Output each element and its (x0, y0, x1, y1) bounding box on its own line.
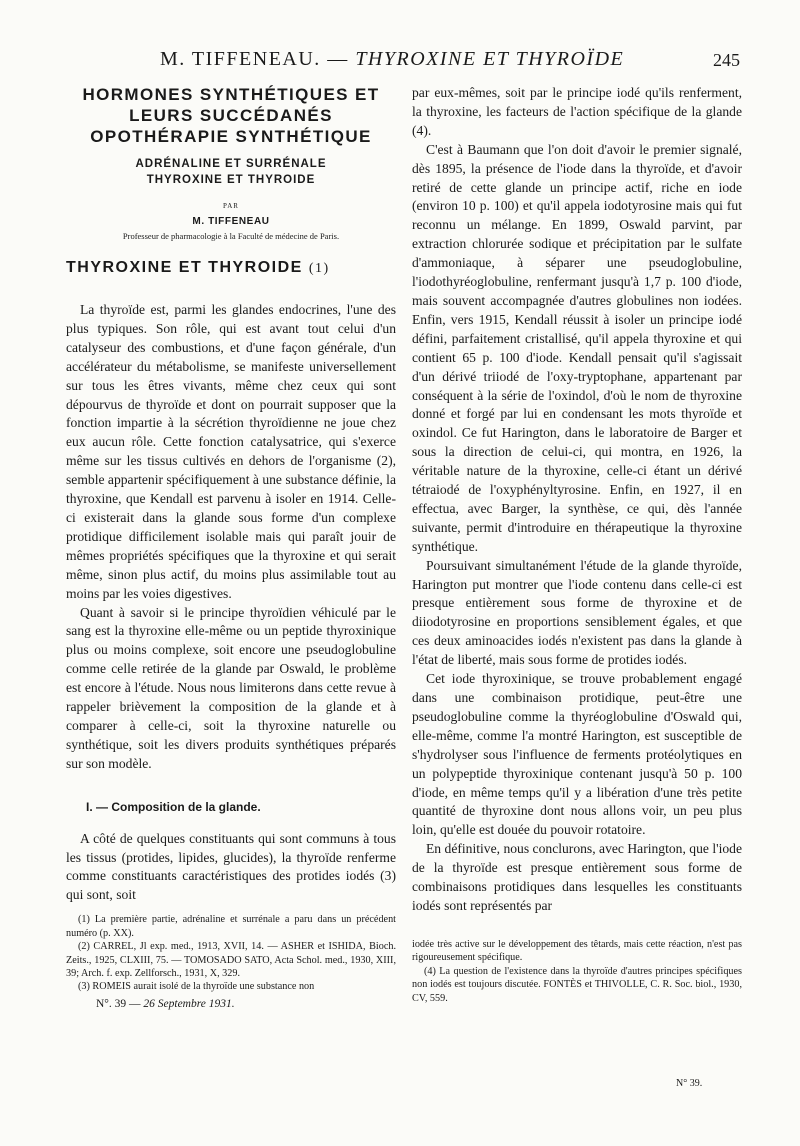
footnote: (4) La question de l'existence dans la thyroïde d'autres principes spécifiques non iodés est toujours discutée. FONTÈS et THIVOLLE, C. R. Soc. biol., 1930, CV, 559. (412, 965, 742, 1004)
footnote: (3) ROMEIS aurait isolé de la thyroïde une substance non (78, 981, 315, 993)
right-column (412, 84, 742, 1005)
author-name: M. TIFFENEAU (192, 216, 270, 227)
issue-date: 26 Septembre 1931. (143, 997, 235, 1010)
running-head-article: THYROXINE ET THYROÏDE (355, 48, 625, 70)
section-title-text: THYROXINE ET THYROIDE (66, 259, 303, 276)
footnote: (2) CARREL, Jl exp. med., 1913, XVII, 14. — ASHER et ISHIDA, Bioch. Zeits., 1925, CLXIII, 75. — TOMOSADO SATO, Acta Schol. med., 1930, XIII, 39; Arch. f. exp. Zellforsch., 1931, X, 329. (66, 941, 396, 979)
section-footnote-mark: (1) (308, 261, 330, 276)
paragraph: Poursuivant simultanément l'étude de la glande thyroïde, Harington put montrer que l'iode contenu dans celle-ci est presque entièrement sous forme de thyroxine et de diiodotyrosine en proportions sensiblement égales, et que ces deux aminoacides iodés n'existent pas dans la glande à l'état de liberté, mais sous forme de protides iodés. (412, 557, 742, 668)
paragraph: La thyroïde est, parmi les glandes endocrines, l'une des plus typiques. Son rôle, qui est avant tout celui d'un catalyseur des combustions, et d'une façon générale, d'un accélérateur du métabolisme, se manifeste universellement sur tous les êtres vivants, même chez ceux qui sont dépourvus de thyroïde et dont on pourrait supposer que la fonction impartie à la sécrétion thyroïdienne ne joue chez eux aucun rôle. Cette fonction catalysatrice, qui s'exerce même sur les tissus cultivés en dehors de l'organisme (2), semble appartenir spécifiquement à une substance définie, la thyroxine, que Kendall est parvenu à isoler en 1914. Celle-ci existerait dans la glande sous forme d'un complexe protidique difficilement isolable mais qui paraît jouir de mêmes propriétés spécifiques que la thyroxine et qui serait même, sinon plus actif, du moins plus assimilable tout au moins par les voies digestives. (66, 302, 396, 601)
paragraph: C'est à Baumann que l'on doit d'avoir le premier signalé, dès 1895, la présence de l'iode dans la thyroïde, et d'avoir retiré de cette glande un principe actif, riche en iode (environ 10 p. 100) et qu'il appela iodotyrosine mais qui fut reconnu un mélange. En 1899, Oswald parvint, par extraction chlorurée sodique et précipitation par le sulfate d'ammoniaque, à séparer une pseudoglobuline, l'iodothyréoglobuline, renfermant jusqu'à 1,7 p. 100 d'iode, mais souvent accompagnée d'autres globulines non iodées. Enfin, vers 1915, Kendall réussit à isoler un principe iodé défini, parfaitement cristallisé, qu'il appela thyroxine et qui contient 65 p. 100 d'iode. Kendall pensait qu'il s'agissait d'un dérivé triiodé de l'oxy-tryptophane, appartenant par conséquent à la série de l'oxindol, d'où le nom de thyroxine donné et forgé par lui en condensant les mots thyroïde et oxindol. Ce fut Harington, dans le laboratoire de Barger et sous la direction de celui-ci, qui montra, en 1926, la véritable nature de la thyroxine, celle-ci étant un dérivé tétraiodé de l'oxyphényltyrosine. Enfin, en 1927, il en effectua, avec Barger, la synthèse, ce qui, dès l'année suivante, permit d'introduire en thérapeutique la thyroxine synthétique. (412, 141, 742, 554)
article-subtitle-1: ADRÉNALINE ET SURRÉNALE (135, 158, 327, 170)
byline-par: PAR (223, 202, 239, 210)
running-head-title (160, 48, 624, 71)
issue-number-right: N° 39. (676, 1078, 703, 1089)
issue-info (96, 998, 396, 1010)
section-title (66, 259, 396, 277)
paragraph: En définitive, nous conclurons, avec Harington, que l'iode de la thyroïde est presque entièrement sous forme de combinaisons protidiques dans lesquelles les constituants iodés sont représentés par (412, 841, 742, 913)
running-head-author: M. TIFFENEAU. — (160, 48, 349, 70)
page-number: 245 (713, 50, 740, 70)
running-head (60, 48, 740, 76)
footnote: iodée très active sur le développement des têtards, mais cette réaction, n'est pas rigoureusement spécifique. (412, 938, 742, 964)
article-subtitle-2: THYROXINE ET THYROIDE (146, 174, 316, 186)
paragraph: Quant à savoir si le principe thyroïdien véhiculé par le sang est la thyroxine elle-même ou un peptide thyroxinique plus ou moins complexe, soit encore une pseudoglobuline comme celle retirée de la glande par Oswald, le problème est encore à l'étude. Nous nous limiterons dans cette revue à rappeler brièvement la composition de la glande et à comparer à celle-ci, soit la thyroxine naturelle ou synthétique, soit les divers produits synthétiques préparés sur son modèle. (66, 604, 396, 771)
paragraph: Cet iode thyroxinique, se trouve probablement engagé dans une combinaison protidique, peut-être une pseudoglobuline comme la thyréoglobuline d'Oswald qui, elle-même, comme l'a montré Harington, est susceptible de s'hydrolyser sous l'influence de ferments protéolytiques en un polypeptide thyroxinique contenant jusqu'à 50 p. 100 d'iode, en même temps qu'il y a libération d'une très petite quantité de thyroxine dont nous allons voir, un peu plus loin, qu'elle est douée du pouvoir rotatoire. (412, 671, 742, 838)
subsection-heading: I. — Composition de la glande. (86, 799, 261, 814)
article-main-title: HORMONES SYNTHÉTIQUES ET LEURS SUCCÉDANÉS OPOTHÉRAPIE SYNTHÉTIQUE (82, 85, 380, 146)
footnote: (1) La première partie, adrénaline et surrénale a paru dans un précédent numéro (p. XX). (66, 914, 396, 939)
issue-number: N°. 39 — (96, 997, 141, 1010)
paragraph: A côté de quelques constituants qui sont communs à tous les tissus (protides, lipides, glucides), la thyroïde renferme comme constituants caractéristiques des protides iodés (3) qui sont, soit (66, 830, 396, 903)
left-column (66, 84, 396, 1010)
author-affiliation: Professeur de pharmacologie à la Faculté de médecine de Paris. (122, 231, 340, 241)
footnote-gap (412, 916, 742, 938)
paragraph: par eux-mêmes, soit par le principe iodé qu'ils renferment, la thyroxine, les facteurs de l'action spécifique de la glande (4). (412, 85, 742, 138)
